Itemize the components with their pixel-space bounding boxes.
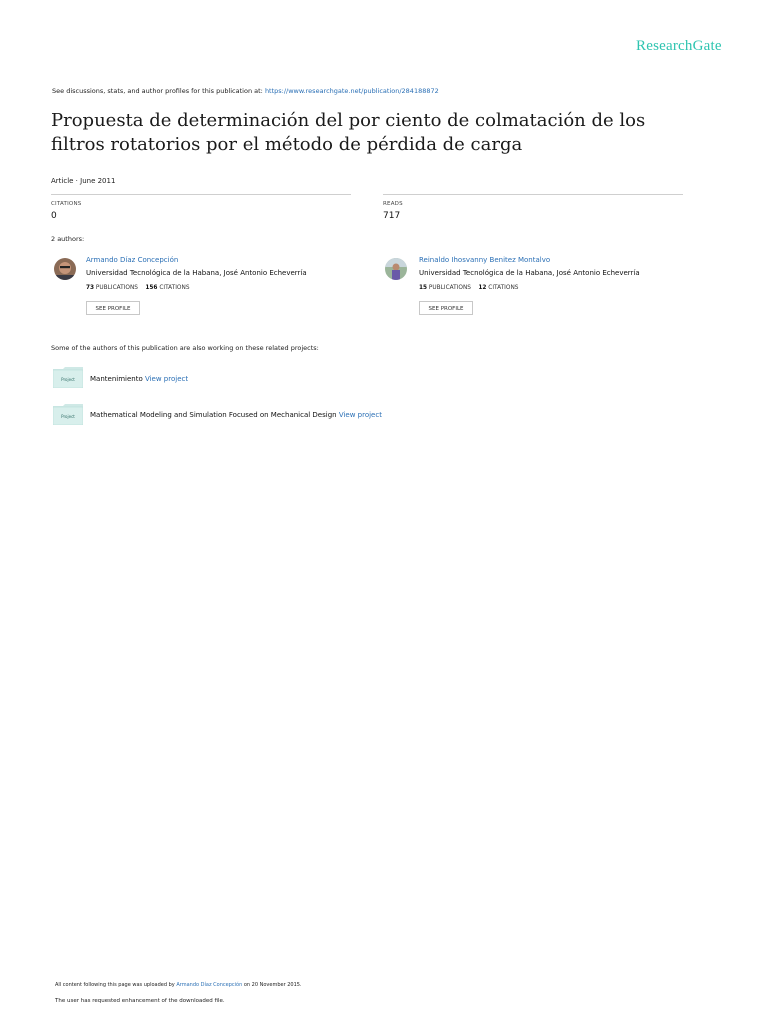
publication-meta: Article · June 2011: [51, 177, 116, 185]
upload-suffix: on 20 November 2015.: [242, 982, 302, 988]
project-2-icon-label: Project: [61, 414, 75, 419]
reads-value: 717: [383, 211, 401, 221]
author-2-citations-count: 12: [478, 285, 487, 291]
author-1-name[interactable]: Armando Díaz Concepción: [86, 256, 179, 264]
enhancement-note: The user has requested enhancement of the downloaded file.: [55, 998, 225, 1004]
author-1-see-profile-button[interactable]: SEE PROFILE: [86, 301, 140, 315]
project-1-name: Mantenimiento: [90, 375, 145, 383]
upload-prefix: All content following this page was uploaded by: [55, 982, 177, 988]
project-2-view-link[interactable]: View project: [338, 411, 382, 419]
publication-title: Propuesta de determinación del por ciento de colmatación de los filtros rotatorios por el método de pérdida de carga: [51, 110, 646, 155]
author-1-photo-icon: [54, 258, 76, 280]
project-2-name: Mathematical Modeling and Simulation Focused on Mechanical Design: [90, 411, 339, 419]
author-2-see-profile-button[interactable]: SEE PROFILE: [419, 301, 473, 315]
citations-divider: [51, 194, 351, 195]
author-1-citations-label: CITATIONS: [159, 285, 190, 291]
author-2-citations-label: CITATIONS: [488, 285, 519, 291]
authors-label: 2 authors:: [51, 235, 85, 243]
publication-url-link[interactable]: https://www.researchgate.net/publication/284188872: [264, 87, 439, 95]
author-2-avatar[interactable]: [385, 258, 407, 280]
author-1-publications-count: 73: [86, 285, 95, 291]
upload-note: [55, 982, 302, 988]
citations-value: 0: [51, 211, 57, 221]
author-2-publications-label: PUBLICATIONS: [428, 285, 471, 291]
reads-divider: [383, 194, 683, 195]
project-1-folder-icon: [53, 367, 83, 388]
project-1-icon-label: Project: [61, 377, 75, 382]
project-2-folder-icon: [53, 404, 83, 425]
author-1-institution: Universidad Tecnológica de la Habana, José Antonio Echeverría: [86, 269, 307, 277]
related-projects-label: Some of the authors of this publication are also working on these related projects:: [51, 344, 319, 352]
author-1-citations-count: 156: [145, 285, 158, 291]
discussions-line: [52, 87, 439, 95]
author-2-name[interactable]: Reinaldo Ihosvanny Benitez Montalvo: [419, 256, 551, 264]
author-2-photo-icon: [385, 258, 407, 280]
author-2-institution: Universidad Tecnológica de la Habana, José Antonio Echeverría: [419, 269, 640, 277]
project-2-line: [90, 411, 382, 419]
author-1-avatar[interactable]: [54, 258, 76, 280]
reads-label: READS: [383, 201, 403, 207]
author-1-publications-label: PUBLICATIONS: [95, 285, 138, 291]
author-1-counts: [86, 285, 190, 291]
author-2-counts: [419, 285, 518, 291]
uploader-link[interactable]: Armando Díaz Concepción: [176, 982, 243, 988]
researchgate-logo[interactable]: ResearchGate: [636, 38, 722, 54]
discussions-text: See discussions, stats, and author profiles for this publication at:: [52, 87, 265, 95]
project-1-line: [90, 375, 188, 383]
author-2-publications-count: 15: [419, 285, 428, 291]
citations-label: CITATIONS: [51, 201, 82, 207]
project-1-view-link[interactable]: View project: [144, 375, 189, 383]
